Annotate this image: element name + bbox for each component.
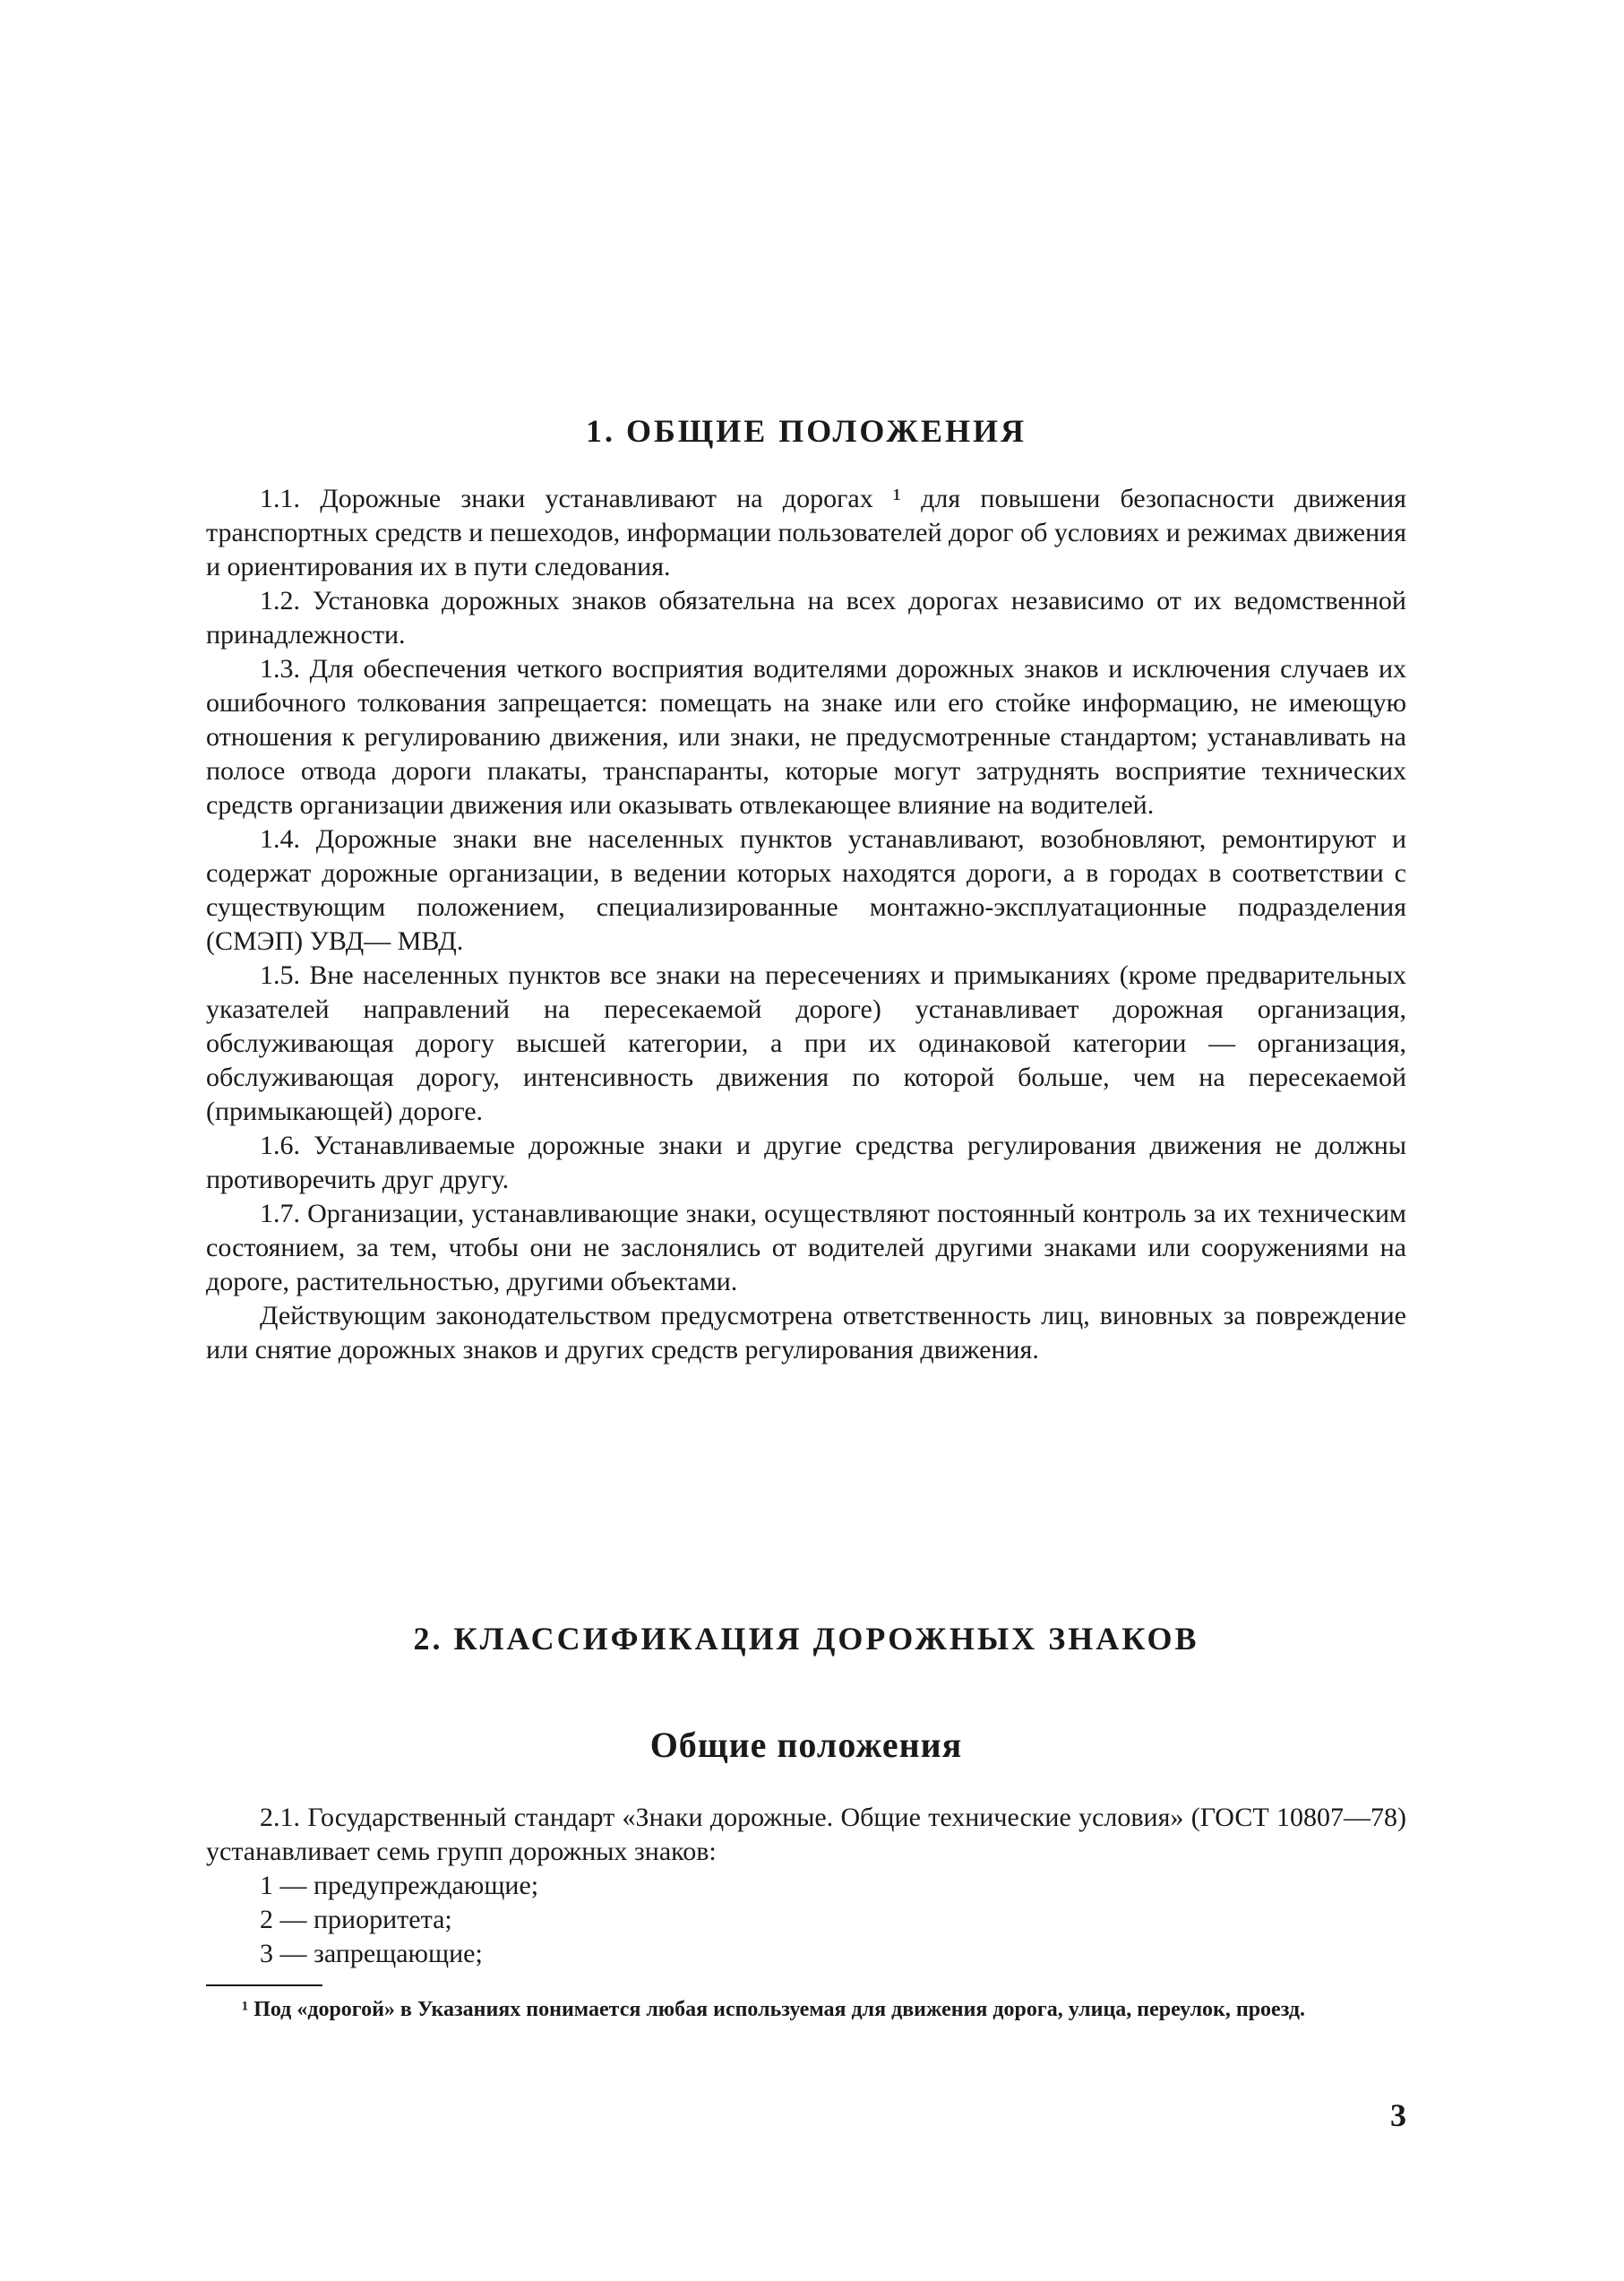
section-2-title: 2. КЛАССИФИКАЦИЯ ДОРОЖНЫХ ЗНАКОВ [413,1621,1199,1657]
footnote-divider [206,1984,322,1986]
paragraph-1-7: 1.7. Организации, устанавливающие знаки, осуществляют постоянный контроль за их техническим состоянием, за тем, чтобы они не заслонялись от водителей другими знаками или сооружениями на дороге, растительностью, другими объектами. [206,1199,1406,1296]
section-1-body [206,482,1406,1367]
section-2-subtitle: Общие положения [649,1725,963,1765]
paragraph-1-5: 1.5. Вне населенных пунктов все знаки на пересечениях и примыканиях (кроме предварительных указателей направлений на пересекаемой дороге) устанавливает дорожная организация, обслуживающая дорогу высшей категории, а при их одинаковой категории — организация, обслуживающая дорогу, интенсивность движения по которой больше, чем на пересекаемой (примыкающей) дороге. [206,960,1406,1126]
footnote [206,1996,1406,2023]
footnote-text: ¹ Под «дорогой» в Указаниях понимается любая используемая для движения дорога, улица, переулок, проезд. [242,1998,1306,2021]
list-item: 3 — запрещающие; [260,1939,483,1968]
sign-groups-list [206,1869,1406,1971]
list-item: 1 — предупреждающие; [260,1871,539,1900]
paragraph-1-4: 1.4. Дорожные знаки вне населенных пунктов устанавливают, возобновляют, ремонтируют и содержат дорожные организации, в ведении которых находятся дороги, а в городах в соответствии с существующим положением, специализированные монтажно-эксплуатационные подразделения (СМЭП) УВД— МВД. [206,824,1406,956]
section-1-title: 1. ОБЩИЕ ПОЛОЖЕНИЯ [585,413,1027,449]
paragraph-1-6: 1.6. Устанавливаемые дорожные знаки и другие средства регулирования движения не должны противоречить друг другу. [206,1131,1406,1194]
paragraph-1-2: 1.2. Установка дорожных знаков обязательна на всех дорогах независимо от их ведомственной принадлежности. [206,586,1406,650]
list-item: 2 — приоритета; [260,1905,452,1934]
section-2-intro [206,1801,1406,1869]
paragraph-1-3: 1.3. Для обеспечения четкого восприятия водителями дорожных знаков и исключения случаев их ошибочного толкования запрещается: помещать на знаке или его стойке информацию, не имеющую отношения к регулированию движения, или знаки, не предусмотренные стандартом; устанавливать на полосе отвода дороги плакаты, транспаранты, которые могут затруднять восприятие технических средств организации движения или оказывать отвлекающее влияние на водителей. [206,654,1406,820]
paragraph-2-1: 2.1. Государственный стандарт «Знаки дорожные. Общие технические условия» (ГОСТ 10807—78) устанавливает семь групп дорожных знаков: [206,1803,1406,1866]
paragraph-1-1: 1.1. Дорожные знаки устанавливают на дорогах ¹ для повышени безопасности движения транспортных средств и пешеходов, информации пользователей дорог об условиях и режимах движения и ориентирования их в пути следования. [206,484,1406,581]
paragraph-liability: Действующим законодательством предусмотрена ответственность лиц, виновных за повреждение или снятие дорожных знаков и других средств регулирования движения. [206,1301,1406,1364]
page-number: 3 [1390,2097,1406,2133]
